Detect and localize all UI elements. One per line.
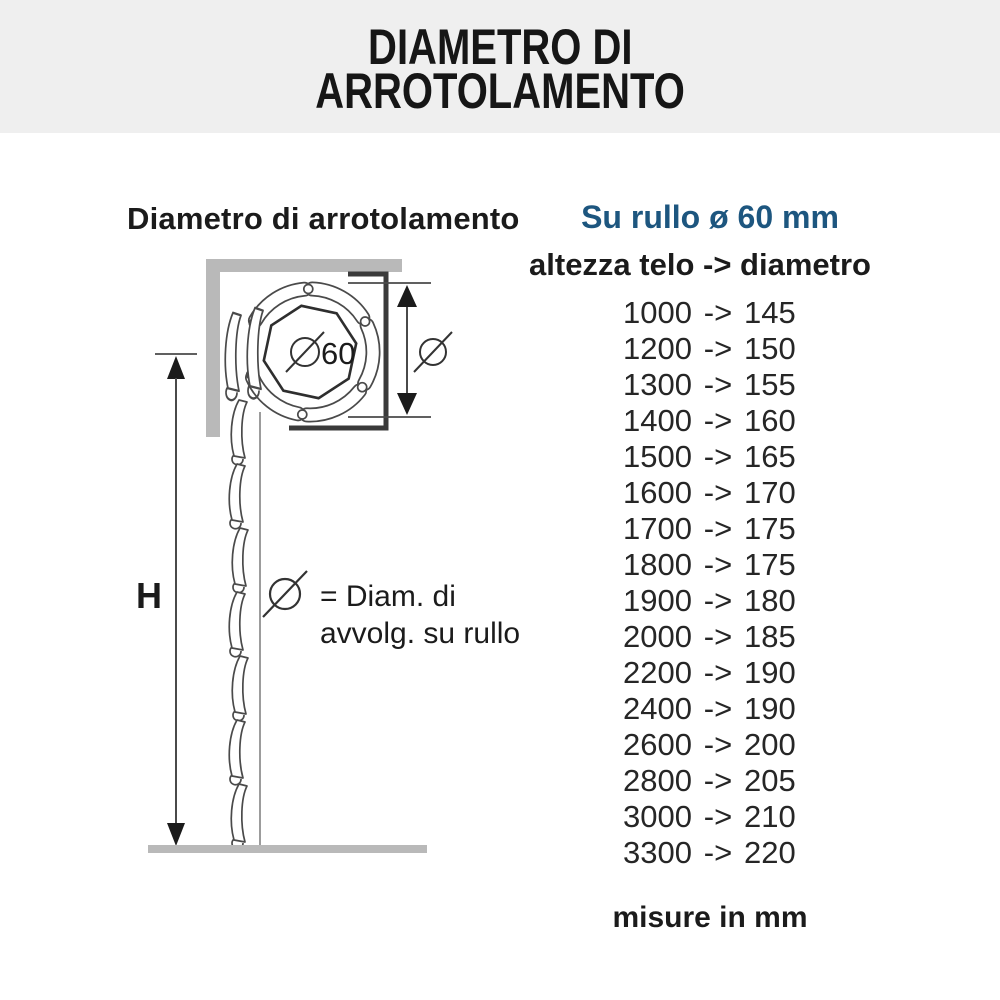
diametro-value: 190: [744, 691, 796, 726]
arrow-separator: ->: [703, 331, 733, 366]
curtain-slats: [229, 400, 248, 849]
altezza-value: 1500: [623, 439, 692, 474]
arrow-separator: ->: [703, 475, 733, 510]
arrow-separator: ->: [703, 619, 733, 654]
diametro-value: 160: [744, 403, 796, 438]
table-row: [600, 475, 834, 511]
arrow-separator: ->: [703, 799, 733, 834]
page-title-line2: ARROTOLAMENTO: [315, 62, 685, 119]
header-banner: [0, 0, 1000, 133]
legend-diameter-symbol: [263, 571, 307, 617]
legend-text-line1: = Diam. di: [320, 580, 456, 613]
arrow-separator: ->: [703, 835, 733, 870]
arrow-separator: ->: [703, 691, 733, 726]
legend-text-line2: avvolg. su rullo: [320, 617, 521, 650]
arrow-separator: ->: [703, 439, 733, 474]
diagram-title: Diametro di arrotolamento: [127, 201, 520, 236]
arrow-separator: ->: [703, 763, 733, 798]
diametro-value: 145: [744, 295, 796, 330]
altezza-value: 1200: [623, 331, 692, 366]
diametro-value: 220: [744, 835, 796, 870]
table-header: altezza telo -> diametro: [529, 247, 871, 282]
altezza-value: 1900: [623, 583, 692, 618]
altezza-value: 1800: [623, 547, 692, 582]
arrow-separator: ->: [703, 583, 733, 618]
height-label: H: [136, 575, 162, 616]
diametro-value: 185: [744, 619, 796, 654]
arrow-separator: ->: [703, 727, 733, 762]
diametro-value: 210: [744, 799, 796, 834]
arrow-separator: ->: [703, 655, 733, 690]
altezza-value: 2400: [623, 691, 692, 726]
table-row: [600, 583, 834, 619]
table-row: [600, 331, 834, 367]
table-row: [600, 763, 834, 799]
diametro-value: 190: [744, 655, 796, 690]
arrow-separator: ->: [703, 367, 733, 402]
altezza-value: 2000: [623, 619, 692, 654]
table-row: [600, 835, 834, 871]
arrow-separator: ->: [703, 547, 733, 582]
altezza-value: 1600: [623, 475, 692, 510]
table-row: [600, 403, 834, 439]
roller-diameter-symbol: [286, 332, 324, 372]
table-row: [600, 439, 834, 475]
diametro-value: 175: [744, 511, 796, 546]
table-footer: misure in mm: [612, 901, 808, 934]
altezza-value: 2600: [623, 727, 692, 762]
floor-line: [148, 845, 427, 853]
altezza-value: 1400: [623, 403, 692, 438]
diametro-value: 150: [744, 331, 796, 366]
altezza-value: 2800: [623, 763, 692, 798]
diametro-value: 200: [744, 727, 796, 762]
table-row: [600, 511, 834, 547]
table-title: Su rullo ø 60 mm: [581, 199, 839, 235]
table-row: [600, 295, 834, 331]
table-row: [600, 655, 834, 691]
diametro-value: 155: [744, 367, 796, 402]
arrow-separator: ->: [703, 511, 733, 546]
lintel-bracket-side: [206, 259, 220, 437]
diametro-value: 205: [744, 763, 796, 798]
diametro-value: 180: [744, 583, 796, 618]
diameter-symbol: [414, 332, 452, 372]
page-title-line1: DIAMETRO DI: [367, 18, 633, 75]
diametro-value: 170: [744, 475, 796, 510]
page-title: [269, 62, 731, 119]
altezza-value: 2200: [623, 655, 692, 690]
table-row: [600, 619, 834, 655]
diametro-value: 165: [744, 439, 796, 474]
altezza-value: 1300: [623, 367, 692, 402]
diametro-value: 175: [744, 547, 796, 582]
table-row: [600, 727, 834, 763]
altezza-value: 1700: [623, 511, 692, 546]
table-row: [600, 547, 834, 583]
table-row: [600, 691, 834, 727]
arrow-separator: ->: [703, 295, 733, 330]
altezza-value: 1000: [623, 295, 692, 330]
lintel-bracket-top: [206, 259, 402, 272]
table-row: [600, 799, 834, 835]
altezza-value: 3000: [623, 799, 692, 834]
roller-diameter-value: 60: [321, 336, 356, 371]
roller-shutter-diagram: [100, 180, 560, 880]
table-row: [600, 367, 834, 403]
arrow-separator: ->: [703, 403, 733, 438]
size-table: [600, 295, 834, 871]
altezza-value: 3300: [623, 835, 692, 870]
